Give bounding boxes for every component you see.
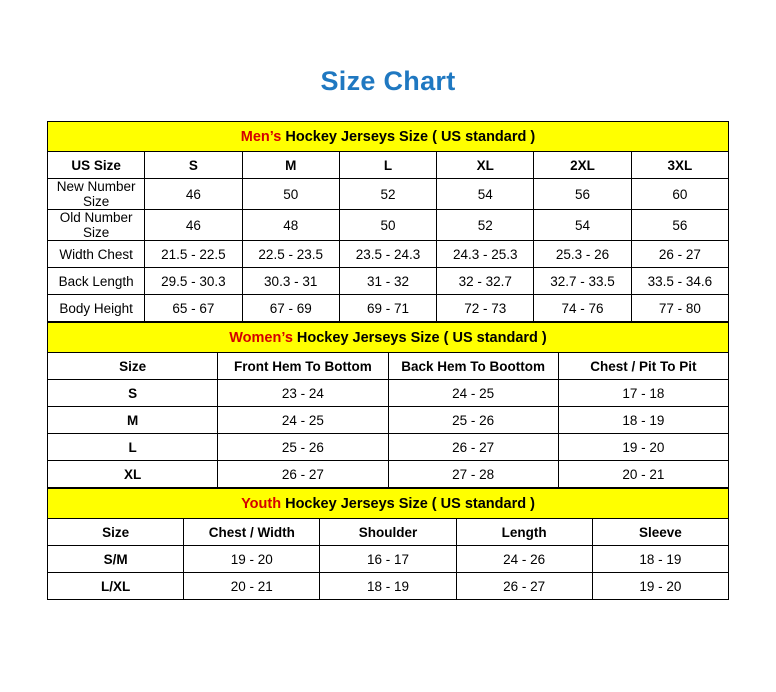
mens-row-2-col-2: 22.5 - 23.5 <box>242 241 339 268</box>
youth-band-rest: Hockey Jerseys Size ( US standard ) <box>281 495 535 512</box>
table-header-row <box>48 519 729 546</box>
mens-row-2-col-3: 23.5 - 24.3 <box>339 241 436 268</box>
table-row <box>48 573 729 600</box>
mens-row-2-label: Width Chest <box>48 241 145 268</box>
mens-row-1-col-1: 46 <box>145 210 242 241</box>
mens-row-4-col-6: 77 - 80 <box>631 295 728 322</box>
mens-header-4: XL <box>437 152 534 179</box>
table-row <box>48 210 729 241</box>
womens-row-1-col-3: 18 - 19 <box>558 407 728 434</box>
mens-band-cell <box>48 122 729 152</box>
table-row <box>48 268 729 295</box>
youth-header-3: Length <box>456 519 592 546</box>
youth-row-1-col-3: 26 - 27 <box>456 573 592 600</box>
womens-row-0-col-1: 23 - 24 <box>218 380 388 407</box>
mens-row-3-col-2: 30.3 - 31 <box>242 268 339 295</box>
womens-row-2-label: L <box>48 434 218 461</box>
table-band-row <box>48 489 729 519</box>
youth-band-highlight: Youth <box>241 495 282 512</box>
mens-row-1-label: Old Number Size <box>48 210 145 241</box>
mens-row-3-label: Back Length <box>48 268 145 295</box>
youth-size-table <box>47 488 729 600</box>
youth-header-1: Chest / Width <box>184 519 320 546</box>
womens-header-2: Back Hem To Boottom <box>388 353 558 380</box>
womens-row-0-label: S <box>48 380 218 407</box>
mens-row-0-col-1: 46 <box>145 179 242 210</box>
womens-band-highlight: Women’s <box>229 329 293 346</box>
mens-row-2-col-1: 21.5 - 22.5 <box>145 241 242 268</box>
mens-row-0-col-5: 56 <box>534 179 631 210</box>
womens-row-1-col-2: 25 - 26 <box>388 407 558 434</box>
womens-row-3-label: XL <box>48 461 218 488</box>
mens-row-3-col-4: 32 - 32.7 <box>437 268 534 295</box>
youth-header-0: Size <box>48 519 184 546</box>
youth-band-cell <box>48 489 729 519</box>
womens-row-1-col-1: 24 - 25 <box>218 407 388 434</box>
mens-row-3-col-1: 29.5 - 30.3 <box>145 268 242 295</box>
youth-row-1-label: L/XL <box>48 573 184 600</box>
mens-row-2-col-5: 25.3 - 26 <box>534 241 631 268</box>
mens-row-2-col-6: 26 - 27 <box>631 241 728 268</box>
mens-row-4-col-1: 65 - 67 <box>145 295 242 322</box>
mens-row-3-col-3: 31 - 32 <box>339 268 436 295</box>
mens-row-1-col-3: 50 <box>339 210 436 241</box>
page-title: Size Chart <box>320 66 456 96</box>
womens-header-1: Front Hem To Bottom <box>218 353 388 380</box>
table-header-row <box>48 152 729 179</box>
table-row <box>48 461 729 488</box>
mens-row-1-col-4: 52 <box>437 210 534 241</box>
mens-row-0-col-6: 60 <box>631 179 728 210</box>
table-band-row <box>48 323 729 353</box>
mens-header-0: US Size <box>48 152 145 179</box>
mens-row-0-col-4: 54 <box>437 179 534 210</box>
mens-row-0-col-2: 50 <box>242 179 339 210</box>
womens-row-3-col-3: 20 - 21 <box>558 461 728 488</box>
mens-row-4-col-4: 72 - 73 <box>437 295 534 322</box>
mens-row-4-col-5: 74 - 76 <box>534 295 631 322</box>
table-row <box>48 546 729 573</box>
mens-band-highlight: Men’s <box>240 128 282 145</box>
mens-size-table <box>47 121 729 322</box>
table-row <box>48 407 729 434</box>
womens-row-2-col-3: 19 - 20 <box>558 434 728 461</box>
mens-band-rest: Hockey Jerseys Size ( US standard ) <box>281 128 536 145</box>
womens-row-0-col-2: 24 - 25 <box>388 380 558 407</box>
table-header-row <box>48 353 729 380</box>
mens-header-6: 3XL <box>631 152 728 179</box>
youth-row-0-col-3: 24 - 26 <box>456 546 592 573</box>
womens-header-0: Size <box>48 353 218 380</box>
table-row <box>48 241 729 268</box>
womens-header-3: Chest / Pit To Pit <box>558 353 728 380</box>
table-row <box>48 434 729 461</box>
mens-row-1-col-2: 48 <box>242 210 339 241</box>
mens-row-1-col-6: 56 <box>631 210 728 241</box>
womens-row-2-col-1: 25 - 26 <box>218 434 388 461</box>
mens-header-1: S <box>145 152 242 179</box>
table-row <box>48 380 729 407</box>
womens-band-cell <box>48 323 729 353</box>
mens-row-4-label: Body Height <box>48 295 145 322</box>
mens-row-3-col-5: 32.7 - 33.5 <box>534 268 631 295</box>
mens-row-1-col-5: 54 <box>534 210 631 241</box>
womens-band-rest: Hockey Jerseys Size ( US standard ) <box>292 329 547 346</box>
youth-row-1-col-2: 18 - 19 <box>320 573 456 600</box>
youth-row-0-label: S/M <box>48 546 184 573</box>
mens-header-5: 2XL <box>534 152 631 179</box>
womens-row-1-label: M <box>48 407 218 434</box>
table-band-row <box>48 122 729 152</box>
youth-header-2: Shoulder <box>320 519 456 546</box>
youth-row-0-col-1: 19 - 20 <box>184 546 320 573</box>
mens-row-0-col-3: 52 <box>339 179 436 210</box>
womens-row-3-col-2: 27 - 28 <box>388 461 558 488</box>
table-row <box>48 295 729 322</box>
mens-row-4-col-2: 67 - 69 <box>242 295 339 322</box>
mens-header-3: L <box>339 152 436 179</box>
mens-row-0-label: New Number Size <box>48 179 145 210</box>
womens-row-3-col-1: 26 - 27 <box>218 461 388 488</box>
youth-row-0-col-2: 16 - 17 <box>320 546 456 573</box>
tables-container <box>47 97 729 600</box>
mens-header-2: M <box>242 152 339 179</box>
youth-header-4: Sleeve <box>592 519 728 546</box>
womens-row-2-col-2: 26 - 27 <box>388 434 558 461</box>
table-row <box>48 179 729 210</box>
youth-row-1-col-1: 20 - 21 <box>184 573 320 600</box>
womens-size-table <box>47 322 729 488</box>
mens-row-4-col-3: 69 - 71 <box>339 295 436 322</box>
womens-row-0-col-3: 17 - 18 <box>558 380 728 407</box>
mens-row-3-col-6: 33.5 - 34.6 <box>631 268 728 295</box>
youth-row-0-col-4: 18 - 19 <box>592 546 728 573</box>
youth-row-1-col-4: 19 - 20 <box>592 573 728 600</box>
mens-row-2-col-4: 24.3 - 25.3 <box>437 241 534 268</box>
